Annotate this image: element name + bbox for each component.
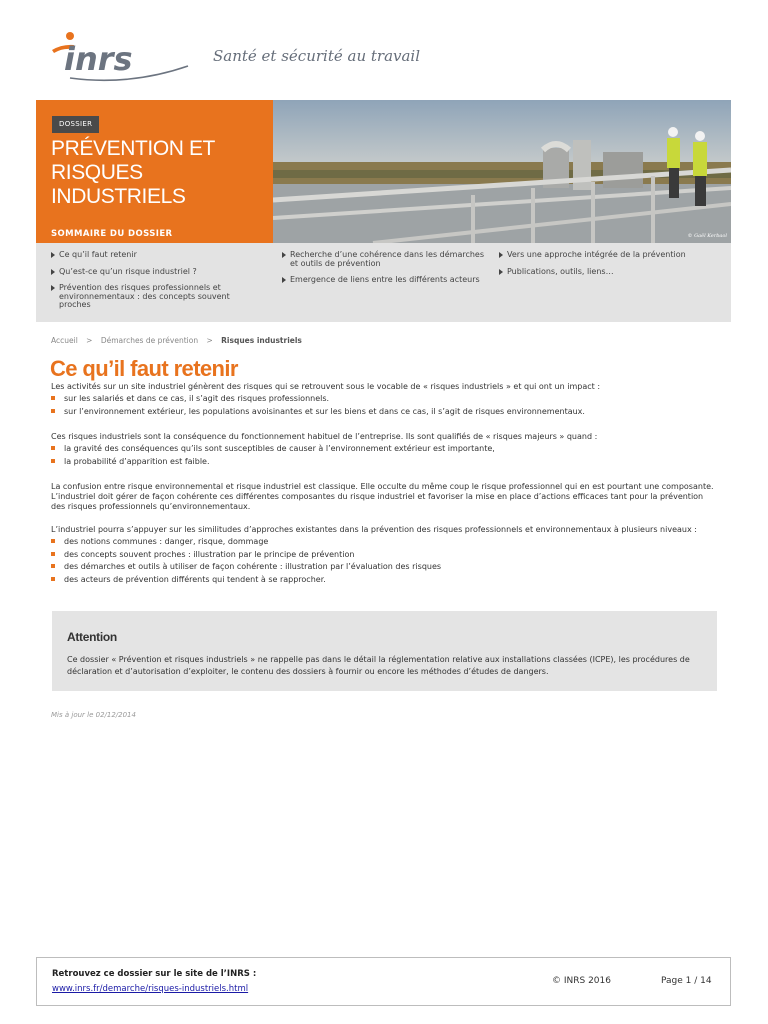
article-body <box>51 382 719 587</box>
list-item: sur les salariés et dans ce cas, il s’agit des risques professionnels. <box>51 394 719 404</box>
list-item: sur l’environnement extérieur, les populations avoisinantes et sur les biens et dans ce cas, il s’agit de risques environnementaux. <box>51 407 719 417</box>
triangle-bullet-icon <box>51 252 55 258</box>
square-bullet-icon <box>51 409 55 413</box>
dossier-badge: DOSSIER <box>52 116 99 133</box>
page-number: Page 1 / 14 <box>661 976 712 986</box>
photo-credit: © Gaël Kerbaol <box>687 233 727 239</box>
bullet-list <box>51 394 719 417</box>
triangle-bullet-icon <box>282 277 286 283</box>
sommaire-heading: SOMMAIRE DU DOSSIER <box>51 229 173 239</box>
paragraph: Ces risques industriels sont la conséquence du fonctionnement habituel de l’entreprise. Ils sont qualifiés de « risques majeurs » quand : <box>51 432 598 441</box>
triangle-bullet-icon <box>499 252 503 258</box>
square-bullet-icon <box>51 396 55 400</box>
list-item: la gravité des conséquences qu’ils sont susceptibles de causer à l’environnement extérieur est importante, <box>51 444 719 454</box>
paragraph: La confusion entre risque environnemental et risque industriel est classique. Elle occulte du même coup le risque professionnel qui en est pourtant une composante. <box>51 482 714 491</box>
breadcrumb-demarches[interactable]: Démarches de prévention <box>100 336 199 345</box>
toc-item[interactable]: Ce qu’il faut retenir <box>51 251 256 260</box>
square-bullet-icon <box>51 459 55 463</box>
triangle-bullet-icon <box>282 252 286 258</box>
page-title: Ce qu’il faut retenir <box>50 356 238 381</box>
page-footer <box>36 957 731 1006</box>
dossier-title-line1: PRÉVENTION ET RISQUES <box>51 137 215 184</box>
dossier-banner <box>36 100 731 322</box>
toc-item[interactable]: Vers une approche intégrée de la prévention <box>499 251 704 260</box>
breadcrumb-separator: > <box>86 336 93 345</box>
list-item: des démarches et outils à utiliser de façon cohérente : illustration par l’évaluation des risques <box>51 562 719 572</box>
toc-item[interactable]: Emergence de liens entre les différents acteurs <box>282 276 487 285</box>
svg-text:inrs: inrs <box>64 40 133 78</box>
dossier-title <box>51 137 281 209</box>
toc-item[interactable]: Publications, outils, liens… <box>499 268 704 277</box>
inrs-logo[interactable] <box>50 28 190 84</box>
paragraph: L’industriel pourra s’appuyer sur les similitudes d’approches existantes dans la prévention des risques professionnels et environnementaux à plusieurs niveaux : <box>51 525 697 534</box>
bullet-list <box>51 444 719 467</box>
square-bullet-icon <box>51 564 55 568</box>
attention-box <box>52 611 717 691</box>
paragraph: Les activités sur un site industriel génèrent des risques qui se retrouvent sous le vocable de « risques industriels » et qui ont un impact : <box>51 382 601 391</box>
toc-item[interactable]: Recherche d’une cohérence dans les démarches et outils de prévention <box>282 251 487 268</box>
footer-title: Retrouvez ce dossier sur le site de l’INRS : <box>52 969 257 979</box>
list-item: la probabilité d’apparition est faible. <box>51 457 719 467</box>
triangle-bullet-icon <box>499 269 503 275</box>
attention-title: Attention <box>67 630 117 644</box>
paragraph: L’industriel doit gérer de façon cohérente ces différentes composantes du risque industriel et favoriser la mise en place d’actions efficaces tant pour la prévention des risques professionnels qu’environnementaux. <box>51 492 704 511</box>
footer-link[interactable]: www.inrs.fr/demarche/risques-industriels.html <box>52 984 249 994</box>
square-bullet-icon <box>51 446 55 450</box>
square-bullet-icon <box>51 552 55 556</box>
list-item: des acteurs de prévention différents qui tendent à se rapprocher. <box>51 575 719 585</box>
toc-item[interactable]: Qu’est-ce qu’un risque industriel ? <box>51 268 256 277</box>
page-header <box>0 0 768 100</box>
breadcrumb-separator: > <box>206 336 213 345</box>
breadcrumb <box>51 336 302 345</box>
banner-photo <box>273 100 731 243</box>
triangle-bullet-icon <box>51 285 55 291</box>
list-item: des notions communes : danger, risque, dommage <box>51 537 719 547</box>
square-bullet-icon <box>51 539 55 543</box>
breadcrumb-current: Risques industriels <box>221 336 302 345</box>
toc-item[interactable]: Prévention des risques professionnels et environnementaux : des concepts souvent proches <box>51 284 256 310</box>
breadcrumb-home[interactable]: Accueil <box>51 336 78 345</box>
site-tagline: Santé et sécurité au travail <box>213 47 421 65</box>
footer-copyright: © INRS 2016 <box>552 976 611 986</box>
last-updated: Mis à jour le 02/12/2014 <box>51 711 136 719</box>
toc-column-2 <box>282 251 487 293</box>
dossier-title-line2: INDUSTRIELS <box>51 185 186 208</box>
toc-column-1 <box>51 251 256 318</box>
list-item: des concepts souvent proches : illustration par le principe de prévention <box>51 550 719 560</box>
attention-text: Ce dossier « Prévention et risques industriels » ne rappelle pas dans le détail la réglementation relative aux installations classées (ICPE), les procédures de déclaration et d’autorisation d’exploiter, le contenu des dossiers à fournir ou encore les méthodes d’études de dangers. <box>67 655 690 676</box>
square-bullet-icon <box>51 577 55 581</box>
bullet-list <box>51 537 719 585</box>
toc-column-3 <box>499 251 704 284</box>
triangle-bullet-icon <box>51 269 55 275</box>
